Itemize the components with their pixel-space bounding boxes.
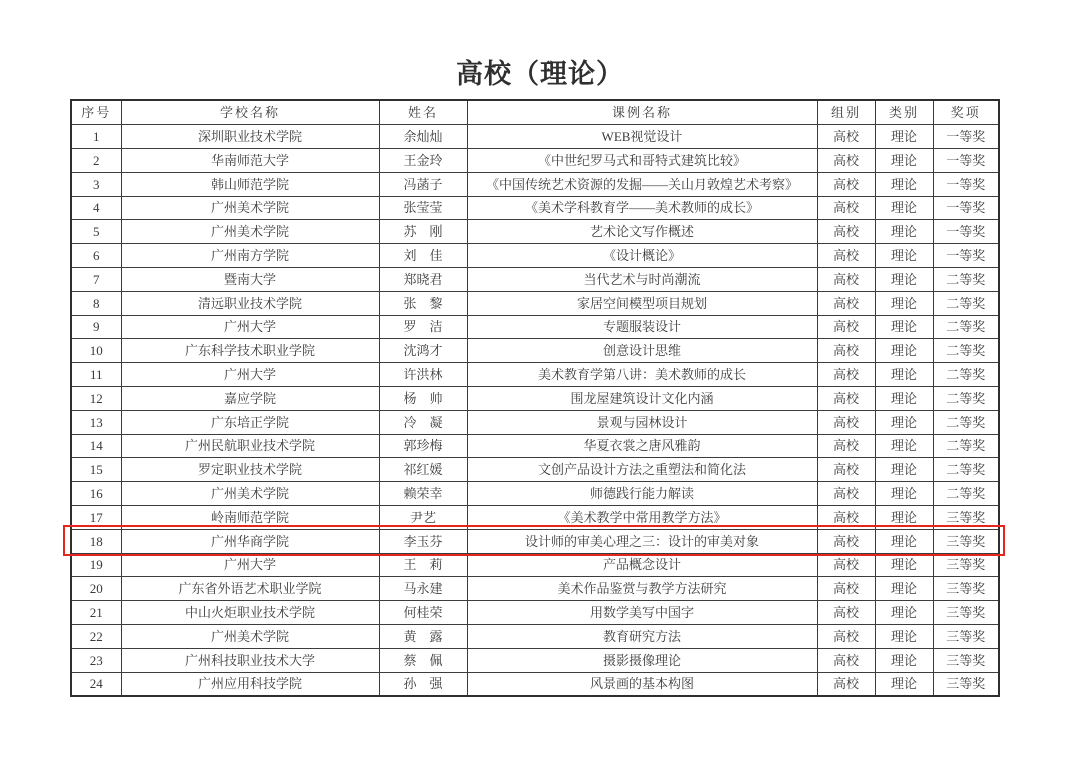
table-cell: 广州科技职业技术大学 [121,648,379,672]
table-cell: 二等奖 [933,291,999,315]
table-row [71,577,999,601]
table-cell: 设计师的审美心理之三：设计的审美对象 [467,529,817,553]
column-header: 学校名称 [121,100,379,124]
table-cell: 一等奖 [933,244,999,268]
table-cell: 广州美术学院 [121,220,379,244]
table-cell: 苏 刚 [379,220,467,244]
table-cell: 美术作品鉴赏与教学方法研究 [467,577,817,601]
table-row [71,553,999,577]
table-cell: 广州大学 [121,363,379,387]
table-cell: 罗定职业技术学院 [121,458,379,482]
table-cell: 孙 强 [379,672,467,696]
table-cell: 24 [71,672,121,696]
table-cell: 理论 [875,339,933,363]
table-cell: 王金玲 [379,148,467,172]
table-cell: 二等奖 [933,386,999,410]
table-cell: 理论 [875,624,933,648]
table-body [71,125,999,697]
table-cell: 二等奖 [933,339,999,363]
table-cell: 理论 [875,363,933,387]
table-cell: 广州民航职业技术学院 [121,434,379,458]
table-cell: 21 [71,601,121,625]
table-cell: 三等奖 [933,577,999,601]
table-cell: 家居空间模型项目规划 [467,291,817,315]
table-cell: 黄 露 [379,624,467,648]
table-cell: 3 [71,172,121,196]
table-cell: 5 [71,220,121,244]
table-cell: 4 [71,196,121,220]
table-row [71,148,999,172]
page-title: 高校（理论） [456,59,624,89]
table-cell: 中山火炬职业技术学院 [121,601,379,625]
table-row [71,172,999,196]
column-header: 课例名称 [467,100,817,124]
table-cell: 嘉应学院 [121,386,379,410]
table-cell: 专题服装设计 [467,315,817,339]
table-row [71,672,999,696]
table-cell: 高校 [817,244,875,268]
table-cell: 赖荣幸 [379,482,467,506]
table-cell: 王 莉 [379,553,467,577]
table-cell: 20 [71,577,121,601]
table-row [71,291,999,315]
table-cell: 理论 [875,386,933,410]
table-cell: 张 黎 [379,291,467,315]
table-cell: 二等奖 [933,315,999,339]
table-cell: 高校 [817,601,875,625]
table-cell: 理论 [875,648,933,672]
table-cell: 高校 [817,624,875,648]
table-cell: 广州美术学院 [121,196,379,220]
table-cell: 高校 [817,291,875,315]
table-cell: 刘 佳 [379,244,467,268]
award-table-container [70,99,998,697]
table-cell: 祁红媛 [379,458,467,482]
table-cell: 理论 [875,196,933,220]
table-cell: 风景画的基本构图 [467,672,817,696]
table-cell: 一等奖 [933,220,999,244]
award-table [70,99,1000,697]
table-cell: 当代艺术与时尚潮流 [467,267,817,291]
table-cell: 理论 [875,529,933,553]
column-header: 奖项 [933,100,999,124]
column-header: 序号 [71,100,121,124]
table-cell: 暨南大学 [121,267,379,291]
table-cell: 8 [71,291,121,315]
table-cell: 理论 [875,410,933,434]
table-cell: 高校 [817,553,875,577]
table-cell: 三等奖 [933,624,999,648]
table-cell: 摄影摄像理论 [467,648,817,672]
table-cell: 理论 [875,244,933,268]
table-cell: 高校 [817,434,875,458]
table-cell: 6 [71,244,121,268]
table-row [71,648,999,672]
table-cell: 11 [71,363,121,387]
table-row [71,386,999,410]
table-row [71,220,999,244]
table-cell: 高校 [817,529,875,553]
table-cell: 18 [71,529,121,553]
column-header: 组别 [817,100,875,124]
table-cell: 理论 [875,267,933,291]
table-cell: 高校 [817,386,875,410]
table-cell: 郑晓君 [379,267,467,291]
table-cell: 《中世纪罗马式和哥特式建筑比较》 [467,148,817,172]
table-cell: 广州大学 [121,553,379,577]
table-cell: 7 [71,267,121,291]
table-cell: 理论 [875,577,933,601]
column-header: 姓名 [379,100,467,124]
table-cell: 一等奖 [933,125,999,149]
table-cell: 华夏衣裳之唐风雅韵 [467,434,817,458]
table-cell: 高校 [817,363,875,387]
table-cell: 理论 [875,220,933,244]
table-cell: 文创产品设计方法之重塑法和简化法 [467,458,817,482]
table-cell: 岭南师范学院 [121,505,379,529]
table-cell: 二等奖 [933,267,999,291]
table-cell: 三等奖 [933,648,999,672]
table-cell: 广州南方学院 [121,244,379,268]
table-cell: 理论 [875,458,933,482]
table-cell: 16 [71,482,121,506]
column-header: 类别 [875,100,933,124]
table-cell: 14 [71,434,121,458]
table-header-row [71,100,999,124]
table-cell: 《设计概论》 [467,244,817,268]
table-cell: 《美术学科教育学——美术教师的成长》 [467,196,817,220]
table-cell: 冯菡子 [379,172,467,196]
table-cell: 《中国传统艺术资源的发掘——关山月敦煌艺术考察》 [467,172,817,196]
table-cell: 理论 [875,315,933,339]
table-cell: 郭珍梅 [379,434,467,458]
table-cell: 广东省外语艺术职业学院 [121,577,379,601]
table-cell: 一等奖 [933,196,999,220]
table-cell: 余灿灿 [379,125,467,149]
table-cell: 师德践行能力解读 [467,482,817,506]
table-row [71,244,999,268]
table-cell: 理论 [875,553,933,577]
table-row [71,267,999,291]
table-row [71,363,999,387]
table-cell: 广州美术学院 [121,482,379,506]
table-cell: 华南师范大学 [121,148,379,172]
table-cell: 9 [71,315,121,339]
table-cell: 三等奖 [933,601,999,625]
table-cell: 艺术论文写作概述 [467,220,817,244]
table-cell: 三等奖 [933,553,999,577]
table-cell: 广州华商学院 [121,529,379,553]
table-cell: 13 [71,410,121,434]
table-cell: 高校 [817,220,875,244]
table-cell: 广州大学 [121,315,379,339]
table-cell: 深圳职业技术学院 [121,125,379,149]
table-cell: 张莹莹 [379,196,467,220]
table-row [71,125,999,149]
table-cell: 理论 [875,434,933,458]
table-cell: 理论 [875,505,933,529]
table-cell: 二等奖 [933,363,999,387]
table-cell: 高校 [817,410,875,434]
table-cell: 1 [71,125,121,149]
table-cell: 广州应用科技学院 [121,672,379,696]
table-cell: 三等奖 [933,529,999,553]
table-cell: 冷 凝 [379,410,467,434]
table-cell: 广东科学技术职业学院 [121,339,379,363]
table-cell: 高校 [817,648,875,672]
table-row [71,434,999,458]
table-cell: 理论 [875,172,933,196]
table-cell: 尹艺 [379,505,467,529]
table-cell: 理论 [875,601,933,625]
table-cell: 围龙屋建筑设计文化内涵 [467,386,817,410]
table-cell: 罗 洁 [379,315,467,339]
table-cell: 二等奖 [933,434,999,458]
table-cell: 高校 [817,505,875,529]
table-cell: 高校 [817,482,875,506]
table-cell: 高校 [817,577,875,601]
table-cell: 用数学美写中国字 [467,601,817,625]
table-cell: 杨 帅 [379,386,467,410]
table-cell: 马永建 [379,577,467,601]
table-cell: 理论 [875,291,933,315]
table-cell: 17 [71,505,121,529]
table-cell: 二等奖 [933,458,999,482]
table-row [71,529,999,553]
table-cell: 产品概念设计 [467,553,817,577]
table-cell: 沈鸿才 [379,339,467,363]
table-cell: 15 [71,458,121,482]
table-cell: 一等奖 [933,172,999,196]
table-cell: 12 [71,386,121,410]
table-cell: 高校 [817,672,875,696]
table-cell: 10 [71,339,121,363]
table-cell: 23 [71,648,121,672]
table-cell: 清远职业技术学院 [121,291,379,315]
table-cell: 《美术教学中常用教学方法》 [467,505,817,529]
table-row [71,315,999,339]
table-row [71,505,999,529]
table-cell: 高校 [817,339,875,363]
table-row [71,624,999,648]
table-cell: 二等奖 [933,410,999,434]
table-cell: 高校 [817,148,875,172]
table-cell: 高校 [817,172,875,196]
table-cell: 广东培正学院 [121,410,379,434]
table-cell: 二等奖 [933,482,999,506]
table-cell: 李玉芬 [379,529,467,553]
table-cell: 许洪林 [379,363,467,387]
table-cell: 高校 [817,196,875,220]
table-cell: WEB视觉设计 [467,125,817,149]
table-row [71,410,999,434]
table-cell: 2 [71,148,121,172]
table-row [71,458,999,482]
table-cell: 高校 [817,458,875,482]
table-cell: 广州美术学院 [121,624,379,648]
table-cell: 三等奖 [933,505,999,529]
table-cell: 理论 [875,482,933,506]
table-cell: 一等奖 [933,148,999,172]
table-cell: 理论 [875,672,933,696]
table-row [71,601,999,625]
table-cell: 教育研究方法 [467,624,817,648]
table-cell: 理论 [875,148,933,172]
table-cell: 三等奖 [933,672,999,696]
table-cell: 景观与园林设计 [467,410,817,434]
table-row [71,196,999,220]
table-cell: 22 [71,624,121,648]
table-cell: 19 [71,553,121,577]
table-cell: 蔡 佩 [379,648,467,672]
table-cell: 高校 [817,267,875,291]
table-cell: 韩山师范学院 [121,172,379,196]
table-cell: 理论 [875,125,933,149]
table-cell: 高校 [817,125,875,149]
table-cell: 高校 [817,315,875,339]
table-cell: 美术教育学第八讲：美术教师的成长 [467,363,817,387]
table-cell: 创意设计思维 [467,339,817,363]
table-row [71,339,999,363]
table-cell: 何桂荣 [379,601,467,625]
table-row [71,482,999,506]
